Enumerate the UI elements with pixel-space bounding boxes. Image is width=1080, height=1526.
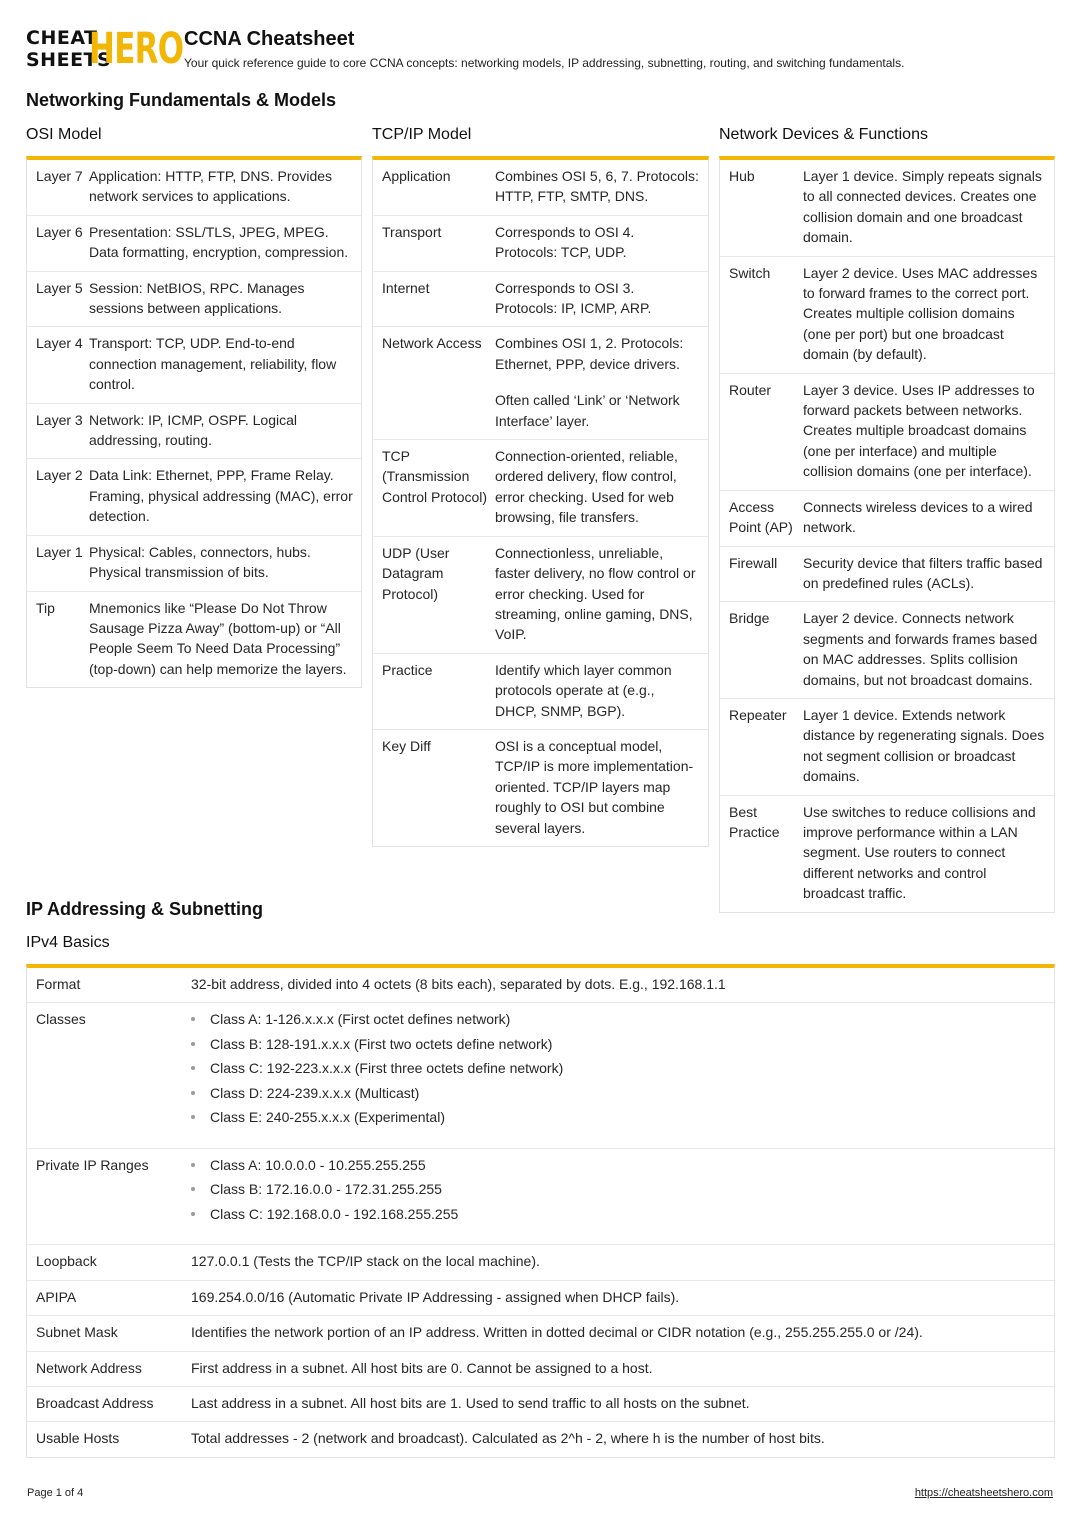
row-value — [191, 1287, 1054, 1307]
list-item: Class A: 10.0.0.0 - 10.255.255.255 — [182, 1153, 1046, 1178]
table-row — [720, 374, 1054, 491]
table-row — [720, 602, 1054, 699]
logo-line1: CHEAT — [26, 27, 98, 49]
row-value — [803, 608, 1054, 690]
table-row — [373, 160, 708, 216]
table-row — [720, 699, 1054, 796]
row-value-text: Layer 1 device. Extends network distance by regenerating signals. Does not segment collision or broadcast domains. — [803, 706, 1045, 785]
row-value — [803, 497, 1054, 538]
row-value — [803, 802, 1054, 904]
table-row — [27, 592, 361, 688]
row-key: Classes — [36, 1011, 86, 1028]
list-item: Class E: 240-255.x.x.x (Experimental) — [182, 1105, 1046, 1130]
row-key: Layer 1 — [36, 543, 83, 560]
row-value-text: Layer 2 device. Connects network segments and forwards frames based on MAC addresses. Splits collision domains, but not broadcast domains. — [803, 610, 1038, 688]
table-row — [27, 1003, 1054, 1149]
row-value — [803, 705, 1054, 787]
row-key: Practice — [382, 661, 433, 678]
tcpip-title: TCP/IP Model — [372, 126, 472, 143]
row-key: Layer 6 — [36, 223, 83, 240]
table-row — [27, 160, 361, 216]
table-row — [373, 730, 708, 846]
row-value — [803, 380, 1054, 482]
row-key: Repeater — [729, 706, 787, 723]
row-value-text: Connection-oriented, reliable, ordered delivery, flow control, error checking. Used for web browsing, file transfers. — [495, 448, 678, 526]
table-row — [27, 404, 361, 460]
row-value — [89, 542, 361, 583]
row-key: Key Diff — [382, 737, 431, 754]
table-row — [373, 272, 708, 328]
section-title-networking: Networking Fundamentals & Models — [26, 90, 337, 110]
row-key: Best Practice — [729, 803, 780, 840]
table-row — [27, 1245, 1054, 1280]
row-value — [89, 222, 361, 263]
row-key: Subnet Mask — [36, 1324, 118, 1341]
row-key: Layer 3 — [36, 411, 83, 428]
row-value — [89, 166, 361, 207]
table-row — [27, 536, 361, 592]
row-value — [803, 166, 1054, 248]
table-row — [373, 537, 708, 654]
row-key: Loopback — [36, 1253, 97, 1270]
cheatsheetshero-logo[interactable] — [26, 24, 184, 74]
row-value: 32-bit address, divided into 4 octets (8 bits each), separated by dots. E.g., 192.168.1.1 — [191, 976, 726, 992]
row-value-text: Identify which layer common protocols operate at (e.g., DHCP, SNMP, BGP). — [495, 661, 672, 719]
row-value-text: Transport: TCP, UDP. End-to-end connection management, reliability, flow control. — [89, 335, 337, 393]
page-title: CCNA Cheatsheet — [184, 28, 355, 50]
ipv4-table — [26, 964, 1055, 1458]
site-link[interactable]: https://cheatsheetshero.com — [914, 1487, 1053, 1499]
list-item: Class B: 172.16.0.0 - 172.31.255.255 — [182, 1177, 1046, 1202]
section-title-ip: IP Addressing & Subnetting — [26, 899, 264, 919]
row-value-text: Use switches to reduce collisions and improve performance within a LAN segment. Use routers to connect different networks and control broadcast traffic. — [803, 803, 1036, 902]
row-key: Bridge — [729, 610, 770, 627]
row-key: Usable Hosts — [36, 1430, 120, 1447]
row-value-text: Connects wireless devices to a wired network. — [803, 498, 1033, 536]
row-value-text: Combines OSI 5, 6, 7. Protocols: HTTP, FTP, SMTP, DNS. — [495, 168, 699, 205]
row-value-text: Combines OSI 1, 2. Protocols: Ethernet, PPP, device drivers. — [495, 335, 684, 372]
row-key: Network Access — [382, 335, 482, 352]
row-value — [191, 1251, 1054, 1271]
row-value — [89, 410, 361, 451]
tcpip-table — [372, 156, 709, 847]
row-value — [495, 222, 708, 263]
list-item: Class A: 1-126.x.x.x (First octet defines network) — [182, 1007, 1046, 1032]
table-row — [27, 216, 361, 272]
table-row — [373, 327, 708, 440]
table-row — [720, 796, 1054, 912]
page-subtitle: Your quick reference guide to core CCNA concepts: networking models, IP addressing, subnetting, routing, and switching fundamentals. — [184, 56, 905, 70]
private-ranges-list — [182, 1153, 1054, 1227]
row-value — [89, 333, 361, 394]
logo-line2: SHEETS — [26, 49, 112, 71]
row-value — [191, 1428, 1054, 1448]
row-value-text: 127.0.0.1 (Tests the TCP/IP stack on the local machine). — [191, 1253, 540, 1270]
list-item: Class C: 192.168.0.0 - 192.168.255.255 — [182, 1202, 1046, 1227]
row-value-text: Connectionless, unreliable, faster delivery, no flow control or error checking. Used for streaming, online gaming, DNS, VoIP. — [495, 544, 696, 643]
row-key: Hub — [729, 168, 755, 184]
list-item: Class D: 224-239.x.x.x (Multicast) — [182, 1081, 1046, 1106]
logo-accent: HERO — [89, 24, 184, 74]
row-value-text: OSI is a conceptual model, TCP/IP is more implementation-oriented. TCP/IP layers map roughly to OSI but combine several layers. — [495, 737, 694, 836]
row-value-text: Network: IP, ICMP, OSPF. Logical addressing, routing. — [89, 411, 298, 449]
row-value — [495, 166, 708, 207]
page-header — [26, 26, 1056, 74]
table-row — [27, 1422, 1054, 1456]
table-row — [27, 1387, 1054, 1422]
devices-table — [719, 156, 1055, 913]
row-value — [495, 660, 708, 721]
table-row — [720, 257, 1054, 374]
table-row — [27, 1149, 1054, 1246]
table-row — [373, 654, 708, 730]
row-value — [803, 263, 1054, 365]
list-item: Class B: 128-191.x.x.x (First two octets define network) — [182, 1032, 1046, 1057]
table-row — [27, 1316, 1054, 1351]
row-value — [191, 1393, 1054, 1413]
table-row — [720, 160, 1054, 257]
row-key: Tip — [36, 599, 55, 616]
row-value-text: Session: NetBIOS, RPC. Manages sessions between applications. — [89, 279, 305, 317]
row-value-text: Presentation: SSL/TLS, JPEG, MPEG. Data formatting, encryption, compression. — [89, 223, 349, 261]
ipv4-title: IPv4 Basics — [26, 934, 110, 951]
row-value-text: Layer 1 device. Simply repeats signals to all connected devices. Creates one collision domain and one broadcast domain. — [803, 168, 1042, 246]
row-key: Internet — [382, 279, 430, 296]
row-note: Often called ‘Link’ or ‘Network Interface’ layer. — [495, 392, 680, 429]
page-number: Page 1 of 4 — [27, 1487, 84, 1499]
row-key: Access Point (AP) — [729, 498, 793, 536]
row-value — [803, 553, 1054, 594]
row-key: Application — [382, 168, 451, 184]
row-value-text: Security device that filters traffic based on predefined rules (ACLs). — [803, 554, 1043, 591]
table-row — [27, 459, 361, 535]
osi-title: OSI Model — [26, 126, 102, 143]
row-value-text: First address in a subnet. All host bits are 0. Cannot be assigned to a host. — [191, 1359, 653, 1376]
row-value — [495, 543, 708, 645]
row-value — [495, 446, 708, 528]
row-value — [89, 278, 361, 319]
table-row — [720, 547, 1054, 603]
row-value — [191, 1358, 1054, 1378]
row-value-text: Layer 3 device. Uses IP addresses to forward packets between networks. Creates multiple broadcast domains (one per interface) and multiple collision domains (one per interface). — [803, 381, 1035, 480]
row-key: Switch — [729, 264, 771, 281]
row-value-text: Corresponds to OSI 3. Protocols: IP, ICMP, ARP. — [495, 279, 652, 317]
table-row — [373, 216, 708, 272]
table-row — [27, 1281, 1054, 1316]
devices-title: Network Devices & Functions — [719, 126, 928, 143]
row-value-text: Application: HTTP, FTP, DNS. Provides network services to applications. — [89, 168, 333, 205]
row-key: UDP (User Datagram Protocol) — [382, 544, 450, 602]
row-value-text: Last address in a subnet. All host bits are 1. Used to send traffic to all hosts on the subnet. — [191, 1395, 750, 1412]
row-value — [191, 1322, 1054, 1342]
row-value-text: Corresponds to OSI 4. Protocols: TCP, UDP. — [495, 223, 635, 261]
row-key: TCP (Transmission Control Protocol) — [382, 448, 488, 505]
row-value-text: 169.254.0.0/16 (Automatic Private IP Addressing - assigned when DHCP fails). — [191, 1288, 680, 1305]
row-value-text: Identifies the network portion of an IP address. Written in dotted decimal or CIDR notation (e.g., 255.255.255.0 or /24). — [191, 1324, 923, 1341]
row-value — [89, 598, 361, 680]
table-row — [27, 272, 361, 328]
row-key: Private IP Ranges — [36, 1156, 149, 1173]
classes-list — [182, 1007, 1054, 1130]
osi-table — [26, 156, 362, 688]
table-row — [373, 440, 708, 537]
row-value-text: Layer 2 device. Uses MAC addresses to forward frames to the correct port. Creates multiple collision domains (one per port) but one broadcast domain (by default). — [803, 264, 1038, 363]
row-key: Router — [729, 381, 772, 398]
row-key: Firewall — [729, 554, 778, 571]
row-value-text: Mnemonics like “Please Do Not Throw Sausage Pizza Away” (bottom-up) or “All People Seem To Need Data Processing” (top-down) can help memorize the layers. — [89, 599, 347, 677]
row-key: Network Address — [36, 1359, 142, 1376]
row-key: Layer 5 — [36, 279, 83, 296]
row-value — [495, 333, 708, 431]
ipv4-rest-rows — [27, 1245, 1054, 1456]
row-key: Layer 7 — [36, 168, 83, 184]
table-row — [27, 968, 1054, 1003]
row-key: Broadcast Address — [36, 1395, 154, 1412]
table-row — [27, 1352, 1054, 1387]
row-key: APIPA — [36, 1288, 77, 1305]
row-value-text: Physical: Cables, connectors, hubs. Physical transmission of bits. — [89, 543, 311, 581]
row-key: Transport — [382, 223, 442, 240]
row-value-text: Total addresses - 2 (network and broadcast). Calculated as 2^h - 2, where h is the number of host bits. — [191, 1430, 825, 1447]
row-value — [495, 736, 708, 838]
row-value — [89, 465, 361, 526]
row-value — [495, 278, 708, 319]
row-key: Layer 4 — [36, 335, 83, 352]
list-item: Class C: 192-223.x.x.x (First three octets define network) — [182, 1056, 1046, 1081]
table-row — [27, 327, 361, 403]
row-key: Layer 2 — [36, 467, 83, 484]
row-key: Format — [36, 976, 81, 992]
table-row — [720, 491, 1054, 547]
row-value-text: Data Link: Ethernet, PPP, Frame Relay. Framing, physical addressing (MAC), error detection. — [89, 467, 353, 525]
